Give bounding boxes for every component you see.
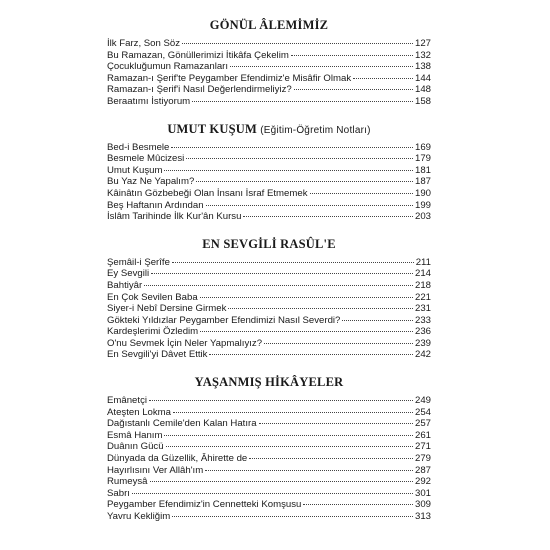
- leader-dots: [264, 343, 413, 344]
- entry-page: 254: [414, 406, 431, 418]
- toc-entry[interactable]: [107, 38, 431, 50]
- entry-title: Esmâ Hanım: [107, 429, 163, 441]
- entry-page: 242: [414, 349, 431, 361]
- toc-entry[interactable]: [107, 465, 431, 477]
- leader-dots: [230, 66, 413, 67]
- toc-section: [107, 16, 431, 108]
- entry-page: 158: [414, 95, 431, 107]
- toc-entry[interactable]: [107, 61, 431, 73]
- toc-entry[interactable]: [107, 315, 431, 327]
- entry-title: İslâm Tarihinde İlk Kur'ân Kursu: [107, 211, 242, 223]
- section-title-text: EN SEVGİLİ RASÛL'E: [202, 236, 336, 251]
- toc-entry[interactable]: [107, 338, 431, 350]
- entry-title: Kâinâtın Gözbebeği Olan İnsanı İsraf Etmemek: [107, 187, 308, 199]
- entry-page: 279: [414, 453, 431, 465]
- toc-entry[interactable]: [107, 441, 431, 453]
- toc-entry[interactable]: [107, 326, 431, 338]
- entry-title: Hayırlısını Ver Allâh'ım: [107, 464, 204, 476]
- leader-dots: [173, 412, 413, 413]
- entry-title: Çocukluğumun Ramazanları: [107, 61, 229, 73]
- entry-page: 257: [414, 418, 431, 430]
- entry-page: 214: [414, 268, 431, 280]
- entry-title: Siyer-i Nebî Dersine Girmek: [107, 303, 227, 315]
- leader-dots: [172, 516, 413, 517]
- entry-title: Umut Kuşum: [107, 164, 163, 176]
- toc-entry[interactable]: [107, 407, 431, 419]
- section-title-text: UMUT KUŞUM: [167, 121, 257, 136]
- leader-dots: [166, 446, 413, 447]
- toc-entry[interactable]: [107, 142, 431, 154]
- entry-title: Yavru Kekliğim: [107, 511, 171, 522]
- entry-title: Rumeysâ: [107, 476, 148, 488]
- entry-title: Besmele Mûcizesi: [107, 153, 185, 165]
- entry-page: 221: [414, 291, 431, 303]
- entry-page: 144: [414, 72, 431, 84]
- leader-dots: [200, 297, 413, 298]
- leader-dots: [150, 481, 413, 482]
- entry-page: 313: [414, 511, 431, 522]
- toc-entry[interactable]: [107, 395, 431, 407]
- toc-entry[interactable]: [107, 476, 431, 488]
- leader-dots: [249, 458, 413, 459]
- entry-page: 218: [414, 279, 431, 291]
- entry-title: Dağıstanlı Cemile'den Kalan Hatıra: [107, 418, 257, 430]
- leader-dots: [196, 181, 413, 182]
- entry-title: Bahtiyâr: [107, 279, 143, 291]
- entry-title: En Çok Sevilen Baba: [107, 291, 198, 303]
- entry-title: Ateşten Lokma: [107, 406, 171, 418]
- leader-dots: [149, 400, 413, 401]
- entry-page: 169: [414, 141, 431, 153]
- leader-dots: [186, 158, 413, 159]
- toc-entry[interactable]: [107, 176, 431, 188]
- entry-page: 287: [414, 464, 431, 476]
- entry-page: 309: [414, 499, 431, 511]
- entry-title: Ramazan-ı Şerif'i Nasıl Değerlendirmeliyiz?: [107, 84, 292, 96]
- entry-title: Duânın Gücü: [107, 441, 164, 453]
- toc-entry-list: [107, 395, 431, 523]
- toc-entry[interactable]: [107, 188, 431, 200]
- toc-entry[interactable]: [107, 280, 431, 292]
- toc-entry-list: [107, 142, 431, 223]
- leader-dots: [172, 262, 414, 263]
- entry-title: İlk Farz, Son Söz: [107, 38, 181, 49]
- entry-page: 292: [414, 476, 431, 488]
- entry-page: 127: [414, 38, 431, 49]
- entry-page: 181: [414, 164, 431, 176]
- toc-entry[interactable]: [107, 200, 431, 212]
- toc-entry[interactable]: [107, 418, 431, 430]
- entry-page: 148: [414, 84, 431, 96]
- leader-dots: [171, 147, 413, 148]
- entry-title: Ramazan-ı Şerif'te Peygamber Efendimiz'e Misâfir Olmak: [107, 72, 352, 84]
- entry-page: 231: [414, 303, 431, 315]
- leader-dots: [243, 216, 413, 217]
- leader-dots: [342, 320, 413, 321]
- section-title: [107, 120, 431, 138]
- section-title: [107, 16, 431, 34]
- toc-entry[interactable]: [107, 511, 431, 523]
- entry-title: En Sevgili'yi Dâvet Ettik: [107, 349, 208, 361]
- entry-page: 249: [414, 395, 431, 407]
- toc-entry[interactable]: [107, 268, 431, 280]
- entry-title: Ey Sevgili: [107, 268, 150, 280]
- toc-entry[interactable]: [107, 453, 431, 465]
- entry-title: Beş Haftanın Ardından: [107, 199, 204, 211]
- toc-entry[interactable]: [107, 211, 431, 223]
- toc-entry-list: [107, 38, 431, 108]
- leader-dots: [310, 193, 413, 194]
- leader-dots: [206, 205, 413, 206]
- entry-page: 236: [414, 326, 431, 338]
- toc-entry[interactable]: [107, 303, 431, 315]
- leader-dots: [151, 273, 413, 274]
- leader-dots: [205, 470, 413, 471]
- toc-entry[interactable]: [107, 257, 431, 269]
- entry-page: 239: [414, 337, 431, 349]
- toc-section: [107, 373, 431, 523]
- entry-title: Şemâil-i Şerîfe: [107, 256, 170, 268]
- toc-entry[interactable]: [107, 430, 431, 442]
- entry-title: Dünyada da Güzellik, Âhirette de: [107, 453, 248, 465]
- entry-page: 190: [414, 187, 431, 199]
- leader-dots: [132, 493, 413, 494]
- toc-entry[interactable]: [107, 73, 431, 85]
- entry-title: Kardeşlerimi Özledim: [107, 326, 199, 338]
- toc-entry[interactable]: [107, 292, 431, 304]
- toc-entry[interactable]: [107, 84, 431, 96]
- leader-dots: [259, 423, 413, 424]
- entry-page: 199: [414, 199, 431, 211]
- leader-dots: [144, 285, 413, 286]
- toc-entry[interactable]: [107, 488, 431, 500]
- entry-page: 179: [414, 153, 431, 165]
- entry-title: Beraatımı İstiyorum: [107, 95, 191, 107]
- entry-page: 203: [414, 211, 431, 223]
- entry-title: Emânetçi: [107, 395, 147, 407]
- entry-page: 211: [415, 256, 431, 268]
- leader-dots: [353, 78, 413, 79]
- entry-title: O'nu Sevmek İçin Neler Yapmalıyız?: [107, 337, 263, 349]
- leader-dots: [294, 89, 413, 90]
- toc-entry[interactable]: [107, 153, 431, 165]
- leader-dots: [291, 55, 413, 56]
- section-title-text: GÖNÜL ÂLEMİMİZ: [209, 18, 329, 32]
- toc-entry-list: [107, 257, 431, 361]
- leader-dots: [209, 354, 413, 355]
- toc-entry[interactable]: [107, 499, 431, 511]
- entry-title: Bu Ramazan, Gönüllerimizi İtikâfa Çekelim: [107, 49, 289, 61]
- entry-page: 261: [414, 429, 431, 441]
- toc-section: [107, 235, 431, 361]
- entry-page: 132: [414, 49, 431, 61]
- toc-entry[interactable]: [107, 349, 431, 361]
- leader-dots: [182, 43, 413, 44]
- entry-title: Sabrı: [107, 487, 130, 499]
- section-title: [107, 235, 431, 253]
- entry-title: Peygamber Efendimiz'in Cennetteki Komşusu: [107, 499, 302, 511]
- table-of-contents: [107, 16, 431, 523]
- leader-dots: [228, 308, 413, 309]
- section-title-text: YAŞANMIŞ HİKÂYELER: [194, 375, 344, 390]
- toc-section: [107, 120, 431, 223]
- entry-title: Bed-i Besmele: [107, 141, 170, 153]
- section-title: [107, 373, 431, 391]
- leader-dots: [192, 101, 413, 102]
- entry-page: 187: [414, 176, 431, 188]
- entry-page: 138: [414, 61, 431, 73]
- leader-dots: [200, 331, 413, 332]
- section-subtitle: (Eğitim-Öğretim Notları): [260, 124, 371, 136]
- leader-dots: [164, 435, 413, 436]
- leader-dots: [164, 170, 413, 171]
- toc-entry[interactable]: [107, 96, 431, 108]
- toc-entry[interactable]: [107, 165, 431, 177]
- entry-title: Bu Yaz Ne Yapalım?: [107, 176, 195, 188]
- entry-page: 233: [414, 314, 431, 326]
- entry-page: 271: [414, 441, 431, 453]
- entry-page: 301: [414, 487, 431, 499]
- toc-entry[interactable]: [107, 50, 431, 62]
- leader-dots: [303, 504, 413, 505]
- entry-title: Gökteki Yıldızlar Peygamber Efendimizi Nasıl Severdi?: [107, 314, 341, 326]
